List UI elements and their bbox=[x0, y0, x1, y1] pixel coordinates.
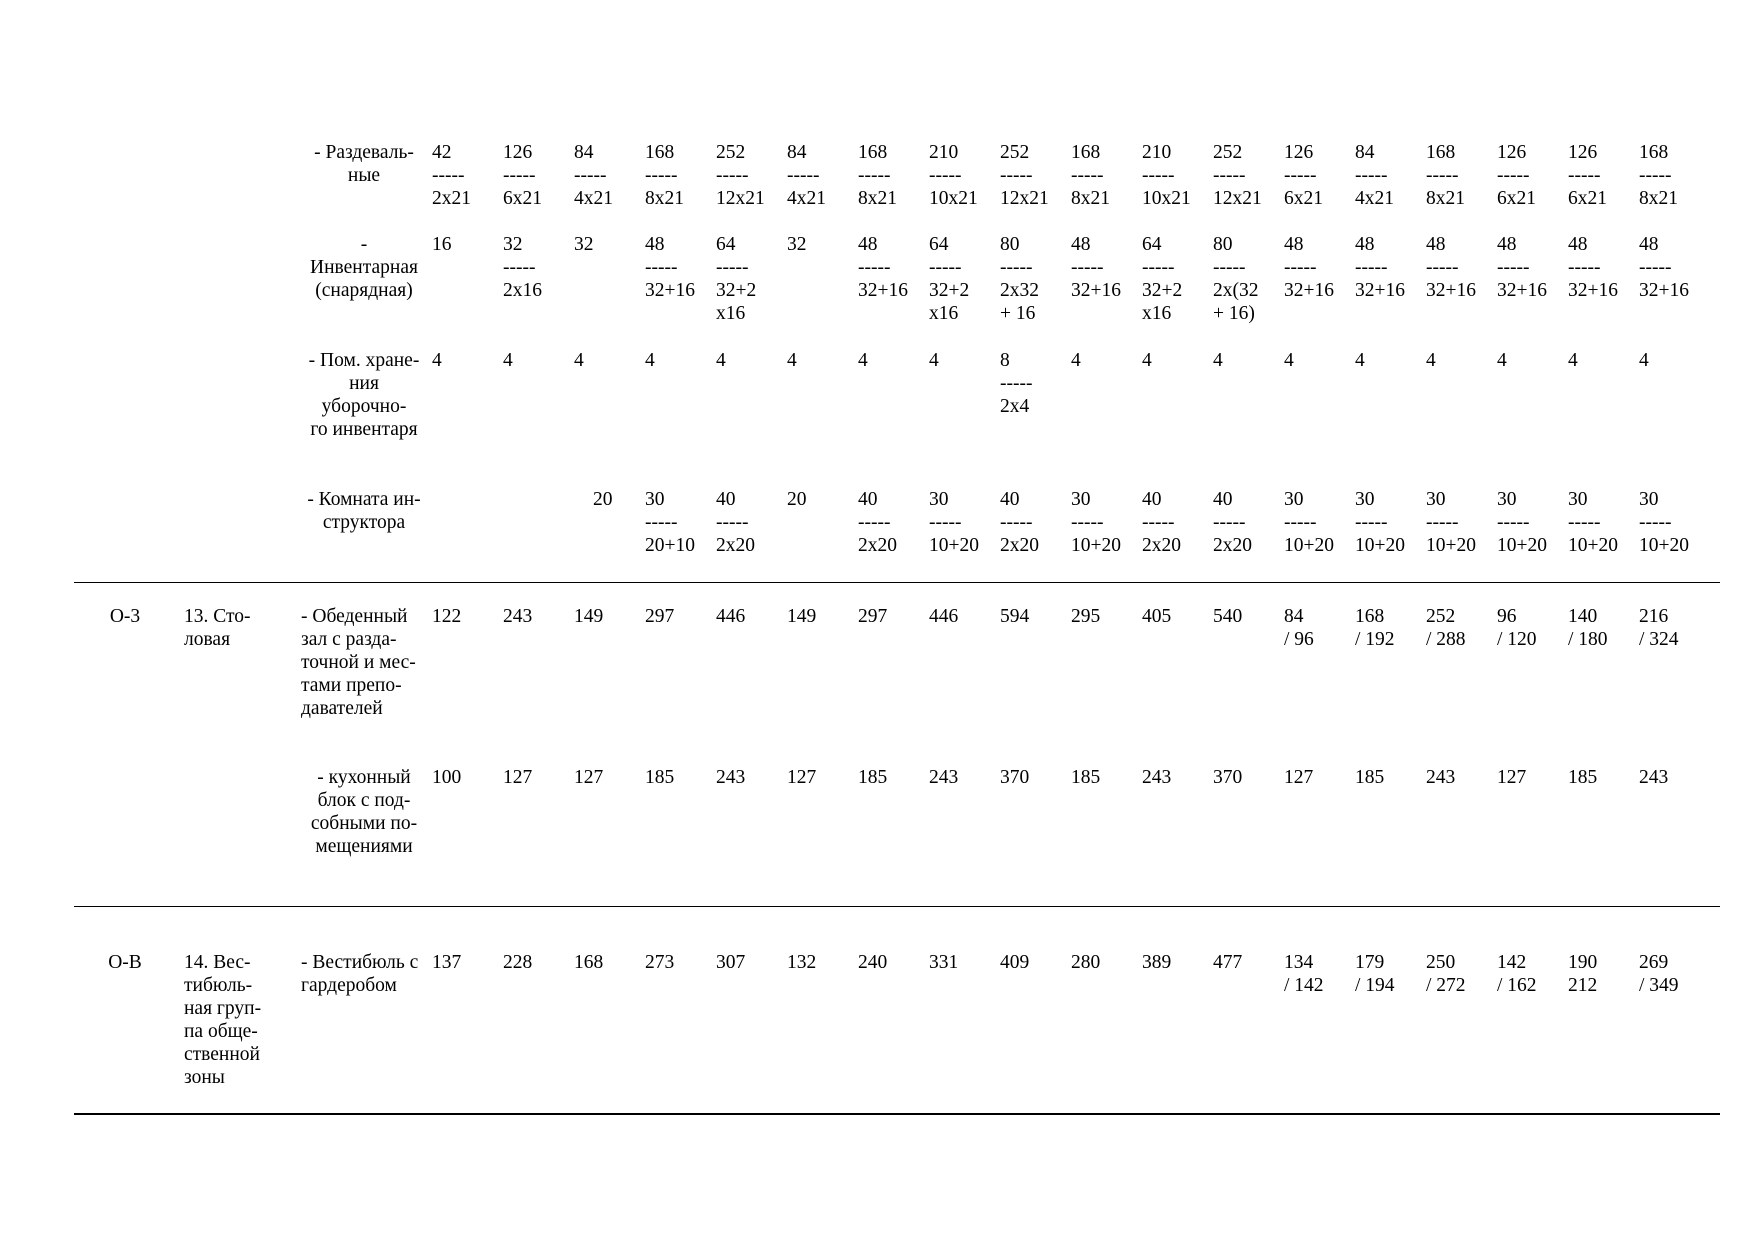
value-cell: 4 bbox=[645, 350, 655, 371]
value-cell: 370 bbox=[1000, 767, 1030, 788]
value-cell: 190 212 bbox=[1568, 952, 1598, 996]
value-cell: 240 bbox=[858, 952, 888, 973]
value-cell: 137 bbox=[432, 952, 462, 973]
value-cell: 48 ----- 32+16 bbox=[1568, 234, 1618, 301]
row-label-cell: - Вестибюль с гардеробом bbox=[301, 952, 419, 996]
value-cell: 30 ----- 20+10 bbox=[645, 489, 695, 556]
value-cell: 477 bbox=[1213, 952, 1243, 973]
value-cell: 84 ----- 4x21 bbox=[1355, 142, 1394, 209]
value-cell: 540 bbox=[1213, 606, 1243, 627]
value-cell: 446 bbox=[929, 606, 959, 627]
value-cell: 297 bbox=[858, 606, 888, 627]
value-cell: 168 ----- 8x21 bbox=[1639, 142, 1678, 209]
value-cell: 40 ----- 2x20 bbox=[1000, 489, 1039, 556]
value-cell: 168 ----- 8x21 bbox=[645, 142, 684, 209]
value-cell: 4 bbox=[1355, 350, 1365, 371]
value-cell: 4 bbox=[1497, 350, 1507, 371]
value-cell: 48 ----- 32+16 bbox=[858, 234, 908, 301]
value-cell: 80 ----- 2x32 + 16 bbox=[1000, 234, 1039, 324]
value-cell: 216 / 324 bbox=[1639, 606, 1679, 650]
value-cell: 168 / 192 bbox=[1355, 606, 1395, 650]
value-cell: 409 bbox=[1000, 952, 1030, 973]
value-cell: 252 / 288 bbox=[1426, 606, 1466, 650]
value-cell: 4 bbox=[574, 350, 584, 371]
value-cell: 30 ----- 10+20 bbox=[1497, 489, 1547, 556]
value-cell: 142 / 162 bbox=[1497, 952, 1537, 996]
value-cell: 4 bbox=[1568, 350, 1578, 371]
value-cell: 210 ----- 10x21 bbox=[929, 142, 978, 209]
value-cell: 4 bbox=[1071, 350, 1081, 371]
row-code-cell: О-3 bbox=[109, 606, 141, 627]
value-cell: 127 bbox=[503, 767, 533, 788]
value-cell: 126 ----- 6x21 bbox=[1568, 142, 1607, 209]
value-cell: 243 bbox=[1639, 767, 1669, 788]
value-cell: 126 ----- 6x21 bbox=[1284, 142, 1323, 209]
value-cell: 168 bbox=[574, 952, 604, 973]
value-cell: 4 bbox=[432, 350, 442, 371]
value-cell: 185 bbox=[1071, 767, 1101, 788]
value-cell: 48 ----- 32+16 bbox=[1426, 234, 1476, 301]
value-cell: 252 ----- 12x21 bbox=[716, 142, 765, 209]
value-cell: 8 ----- 2x4 bbox=[1000, 350, 1033, 417]
value-cell: 32 bbox=[574, 234, 594, 255]
value-cell: 96 / 120 bbox=[1497, 606, 1537, 650]
value-cell: 295 bbox=[1071, 606, 1101, 627]
value-cell: 168 ----- 8x21 bbox=[1426, 142, 1465, 209]
value-cell: 4 bbox=[716, 350, 726, 371]
row-divider bbox=[74, 582, 1720, 583]
value-cell: 32 bbox=[787, 234, 807, 255]
value-cell: 149 bbox=[787, 606, 817, 627]
row-label-cell: - Раздеваль- ные bbox=[314, 142, 414, 186]
value-cell: 149 bbox=[574, 606, 604, 627]
value-cell: 80 ----- 2x(32 + 16) bbox=[1213, 234, 1259, 324]
value-cell: 64 ----- 32+2 x16 bbox=[929, 234, 970, 324]
value-cell: 243 bbox=[716, 767, 746, 788]
value-cell: 4 bbox=[1426, 350, 1436, 371]
value-cell: 4 bbox=[1213, 350, 1223, 371]
value-cell: 4 bbox=[1639, 350, 1649, 371]
value-cell: 185 bbox=[645, 767, 675, 788]
value-cell: 127 bbox=[787, 767, 817, 788]
value-cell: 307 bbox=[716, 952, 746, 973]
value-cell: 185 bbox=[1355, 767, 1385, 788]
value-cell: 4 bbox=[503, 350, 513, 371]
value-cell: 40 ----- 2x20 bbox=[858, 489, 897, 556]
value-cell: 405 bbox=[1142, 606, 1172, 627]
value-cell: 134 / 142 bbox=[1284, 952, 1324, 996]
value-cell: 48 ----- 32+16 bbox=[645, 234, 695, 301]
value-cell: 4 bbox=[1284, 350, 1294, 371]
value-cell: 30 ----- 10+20 bbox=[1071, 489, 1121, 556]
value-cell: 40 ----- 2x20 bbox=[1213, 489, 1252, 556]
value-cell: 30 ----- 10+20 bbox=[1355, 489, 1405, 556]
value-cell: 40 ----- 2x20 bbox=[1142, 489, 1181, 556]
value-cell: 140 / 180 bbox=[1568, 606, 1608, 650]
value-cell: 84 ----- 4x21 bbox=[787, 142, 826, 209]
value-cell: 30 ----- 10+20 bbox=[1568, 489, 1618, 556]
value-cell: 250 / 272 bbox=[1426, 952, 1466, 996]
row-label-cell: - Обеденный зал с разда- точной и мес- тами препо- давателей bbox=[301, 606, 416, 719]
value-cell: 4 bbox=[787, 350, 797, 371]
row-group-cell: 14. Вес- тибюль- ная груп- па обще- ственной зоны bbox=[184, 952, 262, 1088]
row-divider bbox=[74, 906, 1720, 907]
value-cell: 269 / 349 bbox=[1639, 952, 1679, 996]
value-cell: 228 bbox=[503, 952, 533, 973]
row-code-cell: О-В bbox=[108, 952, 142, 973]
row-group-cell: 13. Сто- ловая bbox=[184, 606, 251, 650]
value-cell: 243 bbox=[1426, 767, 1456, 788]
row-label-cell: - Комната ин- структора bbox=[307, 489, 421, 533]
value-cell: 48 ----- 32+16 bbox=[1497, 234, 1547, 301]
value-cell: 273 bbox=[645, 952, 675, 973]
value-cell: 126 ----- 6x21 bbox=[503, 142, 542, 209]
value-cell: 48 ----- 32+16 bbox=[1355, 234, 1405, 301]
value-cell: 446 bbox=[716, 606, 746, 627]
row-label-cell: - Пом. хране- ния уборочно- го инвентаря bbox=[308, 350, 420, 440]
value-cell: 32 ----- 2x16 bbox=[503, 234, 542, 301]
value-cell: 84 ----- 4x21 bbox=[574, 142, 613, 209]
value-cell: 370 bbox=[1213, 767, 1243, 788]
value-cell: 280 bbox=[1071, 952, 1101, 973]
value-cell: 42 ----- 2x21 bbox=[432, 142, 471, 209]
value-cell: 4 bbox=[929, 350, 939, 371]
value-cell: 594 bbox=[1000, 606, 1030, 627]
row-label-cell: - кухонный блок с под- собными по- мещениями bbox=[310, 767, 418, 857]
value-cell: 126 ----- 6x21 bbox=[1497, 142, 1536, 209]
value-cell: 210 ----- 10x21 bbox=[1142, 142, 1191, 209]
value-cell: 127 bbox=[1497, 767, 1527, 788]
value-cell: 297 bbox=[645, 606, 675, 627]
value-cell: 132 bbox=[787, 952, 817, 973]
value-cell: 40 ----- 2x20 bbox=[716, 489, 755, 556]
value-cell: 168 ----- 8x21 bbox=[1071, 142, 1110, 209]
value-cell: 20 bbox=[787, 489, 807, 510]
value-cell: 252 ----- 12x21 bbox=[1000, 142, 1049, 209]
value-cell: 331 bbox=[929, 952, 959, 973]
value-cell: 252 ----- 12x21 bbox=[1213, 142, 1262, 209]
value-cell: 179 / 194 bbox=[1355, 952, 1395, 996]
value-cell: 4 bbox=[1142, 350, 1152, 371]
value-cell: 30 ----- 10+20 bbox=[1639, 489, 1689, 556]
value-cell: 185 bbox=[858, 767, 888, 788]
row-label-cell: - Инвентарная (снарядная) bbox=[310, 234, 418, 301]
value-cell: 16 bbox=[432, 234, 452, 255]
value-cell: 48 ----- 32+16 bbox=[1284, 234, 1334, 301]
value-cell: 48 ----- 32+16 bbox=[1071, 234, 1121, 301]
value-cell: 100 bbox=[432, 767, 462, 788]
value-cell: 127 bbox=[574, 767, 604, 788]
value-cell: 389 bbox=[1142, 952, 1172, 973]
value-cell: 122 bbox=[432, 606, 462, 627]
value-cell: 243 bbox=[1142, 767, 1172, 788]
value-cell: 20 bbox=[593, 489, 613, 510]
value-cell: 168 ----- 8x21 bbox=[858, 142, 897, 209]
value-cell: 48 ----- 32+16 bbox=[1639, 234, 1689, 301]
value-cell: 64 ----- 32+2 x16 bbox=[1142, 234, 1183, 324]
value-cell: 84 / 96 bbox=[1284, 606, 1314, 650]
value-cell: 30 ----- 10+20 bbox=[1284, 489, 1334, 556]
value-cell: 185 bbox=[1568, 767, 1598, 788]
value-cell: 30 ----- 10+20 bbox=[1426, 489, 1476, 556]
value-cell: 243 bbox=[503, 606, 533, 627]
table-bottom-border bbox=[74, 1113, 1720, 1115]
value-cell: 4 bbox=[858, 350, 868, 371]
value-cell: 127 bbox=[1284, 767, 1314, 788]
value-cell: 243 bbox=[929, 767, 959, 788]
value-cell: 30 ----- 10+20 bbox=[929, 489, 979, 556]
value-cell: 64 ----- 32+2 x16 bbox=[716, 234, 757, 324]
